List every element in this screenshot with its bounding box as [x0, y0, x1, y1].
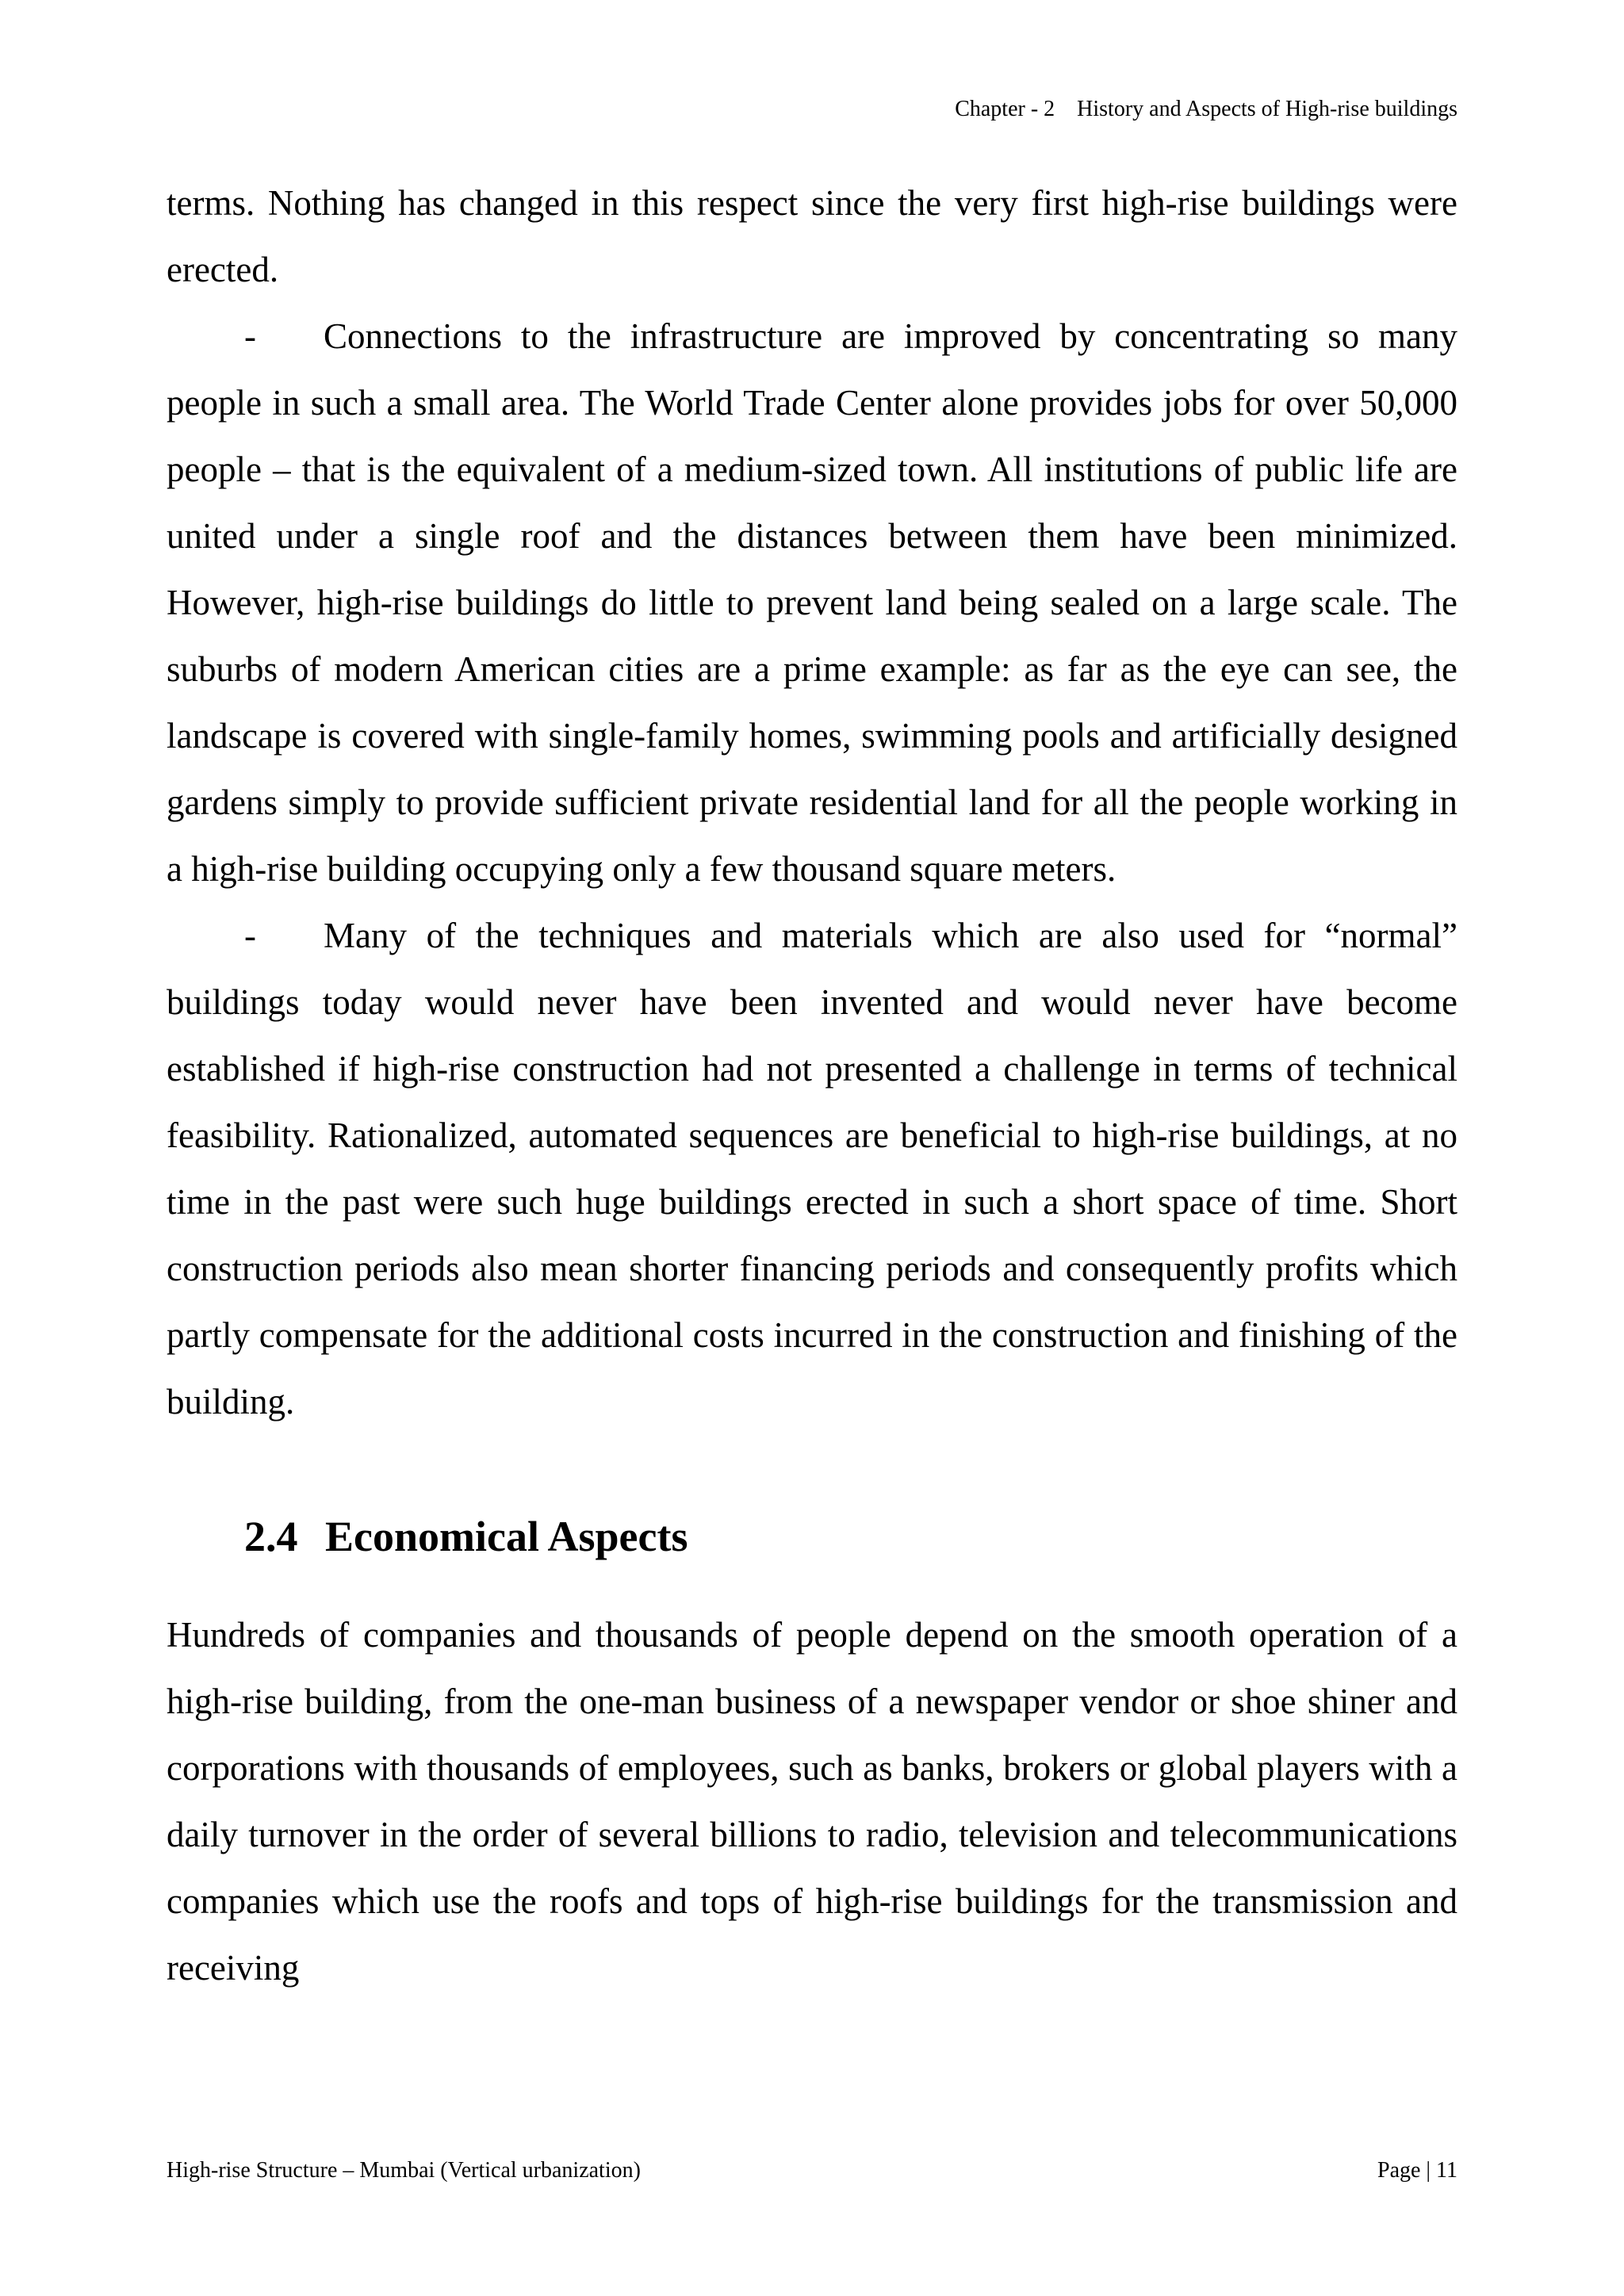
bullet-marker: -	[244, 916, 256, 955]
footer-title: High-rise Structure – Mumbai (Vertical urbanization)	[167, 2158, 641, 2183]
bullet-marker: -	[244, 316, 256, 356]
bullet-text-techniques: Many of the techniques and materials which are also used for “normal” buildings today would never have been invented and would never have become established if high-rise construction had not presented a challenge in terms of technical feasibility. Rationalized, automated sequences are beneficial to high-rise buildings, at no time in the past were such huge buildings erected in such a short space of time. Short construction periods also mean shorter financing periods and consequently profits which partly compensate for the additional costs incurred in the construction and finishing of the building.	[167, 916, 1457, 1422]
bullet-paragraph-infrastructure	[167, 303, 1457, 902]
bullet-paragraph-techniques	[167, 902, 1457, 1435]
section-heading	[244, 1503, 1457, 1570]
running-footer	[167, 2158, 1457, 2183]
page-number: Page | 11	[1377, 2158, 1457, 2183]
bullet-text-infrastructure: Connections to the infrastructure are improved by concentrating so many people in such a small area. The World Trade Center alone provides jobs for over 50,000 people – that is the equivalent of a medium-sized town. All institutions of public life are united under a single roof and the distances between them have been minimized. However, high-rise buildings do little to prevent land being sealed on a large scale. The suburbs of modern American cities are a prime example: as far as the eye can see, the landscape is covered with single-family homes, swimming pools and artificially designed gardens simply to provide sufficient private residential land for all the people working in a high-rise building occupying only a few thousand square meters.	[167, 316, 1457, 889]
section-number: 2.4	[244, 1513, 298, 1560]
page-body	[167, 170, 1457, 2001]
section-paragraph: Hundreds of companies and thousands of people depend on the smooth operation of a high-rise building, from the one-man business of a newspaper vendor or shoe shiner and corporations with thousands of employees, such as banks, brokers or global players with a daily turnover in the order of several billions to radio, television and telecommunications companies which use the roofs and tops of high-rise buildings for the transmission and receiving	[167, 1615, 1457, 1988]
section-title: Economical Aspects	[325, 1513, 688, 1560]
running-header: Chapter - 2 History and Aspects of High-rise buildings	[955, 97, 1457, 121]
paragraph-continuation: terms. Nothing has changed in this respect since the very first high-rise buildings were erected.	[167, 183, 1457, 289]
